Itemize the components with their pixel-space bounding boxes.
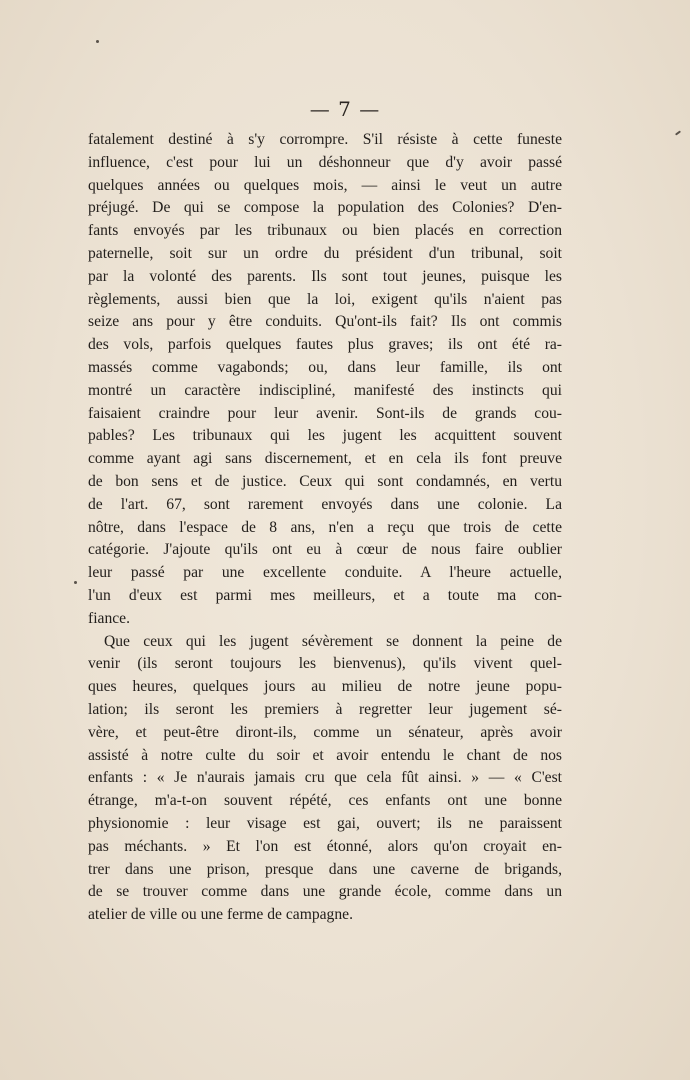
text-line: enfants : « Je n'aurais jamais cru que cela fût ainsi. » — « C'est	[88, 769, 562, 787]
text-line: règlements, aussi bien que la loi, exigent qu'ils n'aient pas	[88, 290, 562, 308]
paragraph	[88, 631, 562, 927]
ink-speck	[96, 40, 99, 43]
page-number: — 7 —	[309, 97, 381, 121]
text-line: pables? Les tribunaux qui les jugent les acquittent souvent	[88, 427, 562, 445]
text-line: fants envoyés par les tribunaux ou bien placés en correction	[88, 222, 562, 240]
text-line: influence, c'est pour lui un déshonneur que d'y avoir passé	[88, 153, 562, 171]
text-line: de bon sens et de justice. Ceux qui sont condamnés, en vertu	[88, 472, 562, 490]
text-line: l'un d'eux est parmi mes meilleurs, et a toute ma con-	[88, 586, 562, 604]
text-line: préjugé. De qui se compose la population des Colonies? D'en-	[88, 199, 562, 217]
body-text	[88, 129, 562, 927]
text-line: ques heures, quelques jours au milieu de notre jeune popu-	[88, 678, 562, 696]
text-line: lation; ils seront les premiers à regretter leur jugement sé-	[88, 700, 562, 718]
text-line: leur passé par une excellente conduite. A l'heure actuelle,	[88, 564, 562, 582]
text-line: physionomie : leur visage est gai, ouvert; ils ne paraissent	[88, 814, 562, 832]
text-line: comme ayant agi sans discernement, et en cela ils font preuve	[88, 450, 562, 468]
text-line: assisté à notre culte du soir et avoir entendu le chant de nos	[88, 746, 562, 764]
text-line: catégorie. J'ajoute qu'ils ont eu à cœur de nous faire oublier	[88, 541, 562, 559]
text-line: montré un caractère indiscipliné, manifesté des instincts qui	[88, 381, 562, 399]
text-line: de se trouver comme dans une grande école, comme dans un	[88, 883, 562, 901]
text-line: Que ceux qui les jugent sévèrement se donnent la peine de	[104, 632, 562, 650]
text-line: vère, et peut-être diront-ils, comme un sénateur, après avoir	[88, 723, 562, 741]
text-line: de l'art. 67, sont rarement envoyés dans une colonie. La	[88, 495, 562, 513]
text-line: fiance.	[88, 609, 130, 627]
ink-speck	[74, 581, 77, 584]
text-line: pas méchants. » Et l'on est étonné, alors qu'on croyait en-	[88, 837, 562, 855]
paragraph	[88, 129, 562, 631]
text-line: par la volonté des parents. Ils sont tout jeunes, puisque les	[88, 267, 562, 285]
text-line: nôtre, dans l'espace de 8 ans, n'en a reçu que trois de cette	[88, 518, 562, 536]
text-line: fatalement destiné à s'y corrompre. S'il résiste à cette funeste	[88, 131, 562, 148]
text-line: paternelle, soit sur un ordre du président d'un tribunal, soit	[88, 244, 562, 262]
ink-speck	[675, 130, 681, 135]
text-line: massés comme vagabonds; ou, dans leur famille, ils ont	[88, 358, 562, 376]
text-line: quelques années ou quelques mois, — ainsi le veut un autre	[88, 176, 562, 194]
text-line: seize ans pour y être conduits. Qu'ont-ils fait? Ils ont commis	[88, 313, 562, 331]
text-line: des vols, parfois quelques fautes plus graves; ils ont été ra-	[88, 336, 562, 354]
text-line: étrange, m'a-t-on souvent répété, ces enfants ont une bonne	[88, 792, 562, 810]
text-line: trer dans une prison, presque dans une caverne de brigands,	[88, 860, 562, 878]
text-line: atelier de ville ou une ferme de campagne.	[88, 906, 353, 924]
text-line: venir (ils seront toujours les bienvenus), qu'ils vivent quel-	[88, 655, 562, 673]
text-line: faisaient craindre pour leur avenir. Sont-ils de grands cou-	[88, 404, 562, 422]
